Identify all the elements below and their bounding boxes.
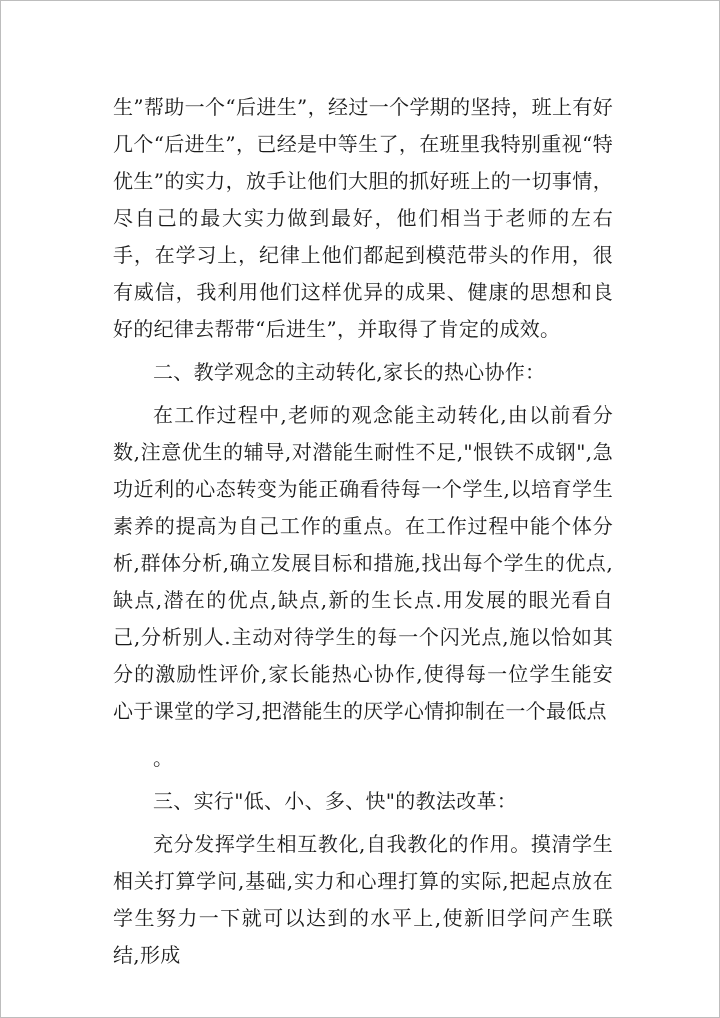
paragraph-teaching-method: 充分发挥学生相互教化,自我教化的作用。摸清学生相关打算学问,基础,实力和心理打算的实际,把起点放在学生努力一下就可以达到的水平上,使新旧学问产生联结,形成: [113, 832, 613, 967]
section-heading-3: 三、实行"低、小、多、快"的教法改革：: [153, 789, 518, 813]
paragraph-period: 。: [153, 746, 174, 770]
document-body: [113, 89, 613, 974]
section-heading-2: 二、教学观念的主动转化,家长的热心协作：: [153, 360, 546, 384]
paragraph-teaching-concept: 在工作过程中,老师的观念能主动转化,由以前看分数,注意优生的辅导,对潜能生耐性不足,"恨铁不成钢",急功近利的心态转变为能正确看待每一个学生,以培育学生素养的提高为自己工作的重点。在工作过程中能个体分析,群体分析,确立发展目标和措施,找出每个学生的优点,缺点,潜在的优点,缺点,新的生长点.用发展的眼光看自己,分析别人.主动对待学生的每一个闪光点,施以恰如其分的激励性评价,家长能热心协作,使得每一位学生能安心于课堂的学习,把潜能生的厌学心情抑制在一个最低点: [113, 403, 613, 723]
paragraph-continuation: 生”帮助一个“后进生”，经过一个学期的坚持，班上有好几个“后进生”，已经是中等生了，在班里我特别重视“特优生”的实力，放手让他们大胆的抓好班上的一切事情，尽自己的最大实力做到最好，他们相当于老师的左右手，在学习上，纪律上他们都起到模范带头的作用，很有威信，我利用他们这样优异的成果、健康的思想和良好的纪律去帮带“后进生”，并取得了肯定的成效。: [113, 95, 613, 341]
